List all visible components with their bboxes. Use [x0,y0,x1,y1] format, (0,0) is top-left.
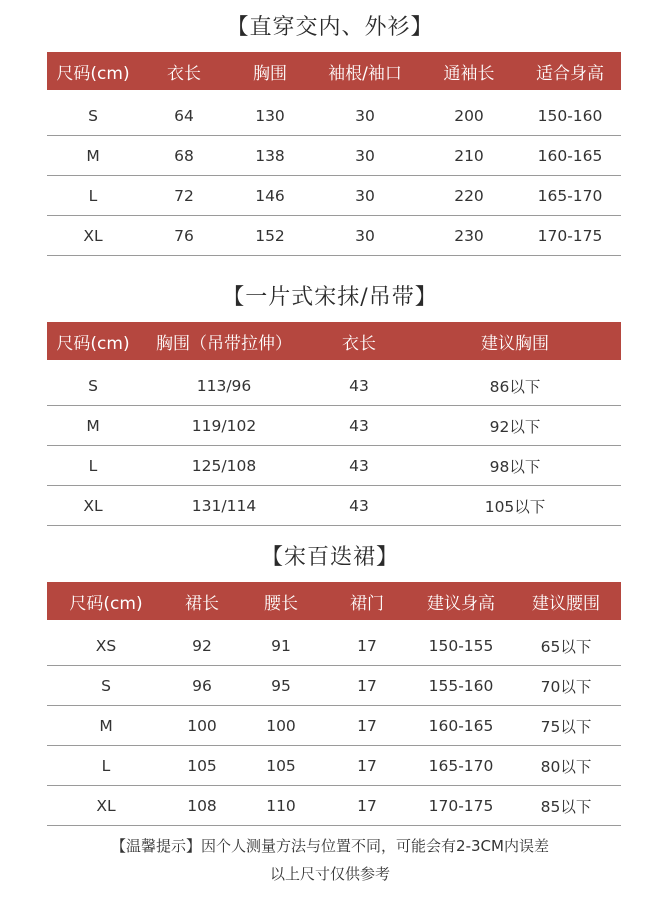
table-cell: 70以下 [540,677,592,696]
table-cell: 65以下 [540,637,592,656]
table-row [47,666,621,706]
header-cell: 裙长 [185,593,219,614]
table-row [47,446,621,486]
table-cell: L [88,186,98,205]
section-title-tops: 【直穿交内、外衫】 [226,15,434,40]
table-cell: 17 [357,716,377,735]
table-cell: 105 [187,756,217,775]
header-cell: 建议腰围 [532,593,600,614]
table-cell: 17 [357,796,377,815]
table-cell: 131/114 [191,496,257,515]
table-cell: 105 [266,756,296,775]
table-cell: S [88,376,98,395]
table-cell: 43 [349,456,369,475]
header-cell: 衣长 [342,333,376,354]
table-cell: 110 [266,796,296,815]
table-header [47,582,621,620]
table-cell: 92以下 [489,417,541,436]
table-cell: M [86,146,100,165]
table-cell: 30 [355,226,375,245]
table-cell: 75以下 [540,717,592,736]
table-cell: 85以下 [540,797,592,816]
table-cell: 160-165 [537,146,603,165]
header-cell: 裙门 [350,593,384,614]
table-cell: 64 [174,106,194,125]
table-cell: 43 [349,496,369,515]
table-cell: 220 [454,186,484,205]
table-cell: 108 [187,796,217,815]
table-header [47,52,621,90]
table-cell: 100 [187,716,217,735]
header-cell: 尺码(cm) [56,333,130,354]
tip-line-1: 【温馨提示】因个人测量方法与位置不同，可能会有2-3CM内误差 [111,837,549,855]
table-cell: 17 [357,636,377,655]
table-cell: 80以下 [540,757,592,776]
table-row [47,176,621,216]
table-cell: 30 [355,106,375,125]
table-cell: 43 [349,376,369,395]
size-table-skirt [47,582,621,826]
table-cell: 30 [355,146,375,165]
table-cell: 96 [192,676,212,695]
table-cell: 76 [174,226,194,245]
table-cell: 100 [266,716,296,735]
table-cell: 230 [454,226,484,245]
table-row [47,136,621,176]
section-title-skirt: 【宋百迭裙】 [260,545,399,570]
table-row [47,786,621,826]
table-row [47,706,621,746]
table-cell: XL [96,796,116,815]
header-cell: 衣长 [167,63,201,84]
header-cell: 建议身高 [427,593,495,614]
table-cell: 30 [355,186,375,205]
header-cell: 建议胸围 [481,333,549,354]
table-cell: 165-170 [428,756,494,775]
table-header [47,322,621,360]
table-cell: 152 [255,226,285,245]
section-title-bandeau: 【一片式宋抹/吊带】 [222,285,438,310]
table-cell: 113/96 [196,376,252,395]
table-cell: 68 [174,146,194,165]
table-row [47,216,621,256]
table-cell: 95 [271,676,291,695]
table-cell: 170-175 [537,226,603,245]
table-cell: 17 [357,756,377,775]
table-cell: 146 [255,186,285,205]
table-cell: L [88,456,98,475]
table-cell: 138 [255,146,285,165]
table-cell: 155-160 [428,676,494,695]
table-cell: XL [83,496,103,515]
table-cell: 170-175 [428,796,494,815]
table-cell: 86以下 [489,377,541,396]
header-cell: 尺码(cm) [56,63,130,84]
table-cell: 105以下 [484,497,546,516]
size-table-tops [47,52,621,256]
table-row [47,486,621,526]
header-cell: 适合身高 [536,63,604,84]
header-cell: 腰长 [264,593,298,614]
table-cell: 160-165 [428,716,494,735]
table-cell: M [86,416,100,435]
header-cell: 通袖长 [443,63,495,84]
header-cell: 袖根/袖口 [328,63,402,84]
table-cell: S [101,676,111,695]
table-cell: L [101,756,111,775]
table-row [47,406,621,446]
table-row [47,366,621,406]
table-cell: S [88,106,98,125]
table-cell: 92 [192,636,212,655]
table-cell: 72 [174,186,194,205]
tip-line-2: 以上尺寸仅供参考 [269,865,390,883]
table-cell: 119/102 [191,416,257,435]
header-cell: 胸围 [253,63,287,84]
table-cell: 130 [255,106,285,125]
table-cell: 98以下 [489,457,541,476]
table-cell: 165-170 [537,186,603,205]
table-cell: 17 [357,676,377,695]
table-row [47,746,621,786]
table-row [47,96,621,136]
table-cell: 200 [454,106,484,125]
table-cell: 210 [454,146,484,165]
table-cell: 150-155 [428,636,494,655]
header-cell: 尺码(cm) [69,593,143,614]
table-cell: 150-160 [537,106,603,125]
table-cell: XS [95,636,117,655]
tip-note [0,832,660,888]
table-cell: M [99,716,113,735]
size-table-bandeau [47,322,621,526]
table-cell: 125/108 [191,456,257,475]
table-row [47,626,621,666]
table-cell: 43 [349,416,369,435]
header-cell: 胸围（吊带拉伸） [156,333,292,354]
table-cell: XL [83,226,103,245]
table-cell: 91 [271,636,291,655]
